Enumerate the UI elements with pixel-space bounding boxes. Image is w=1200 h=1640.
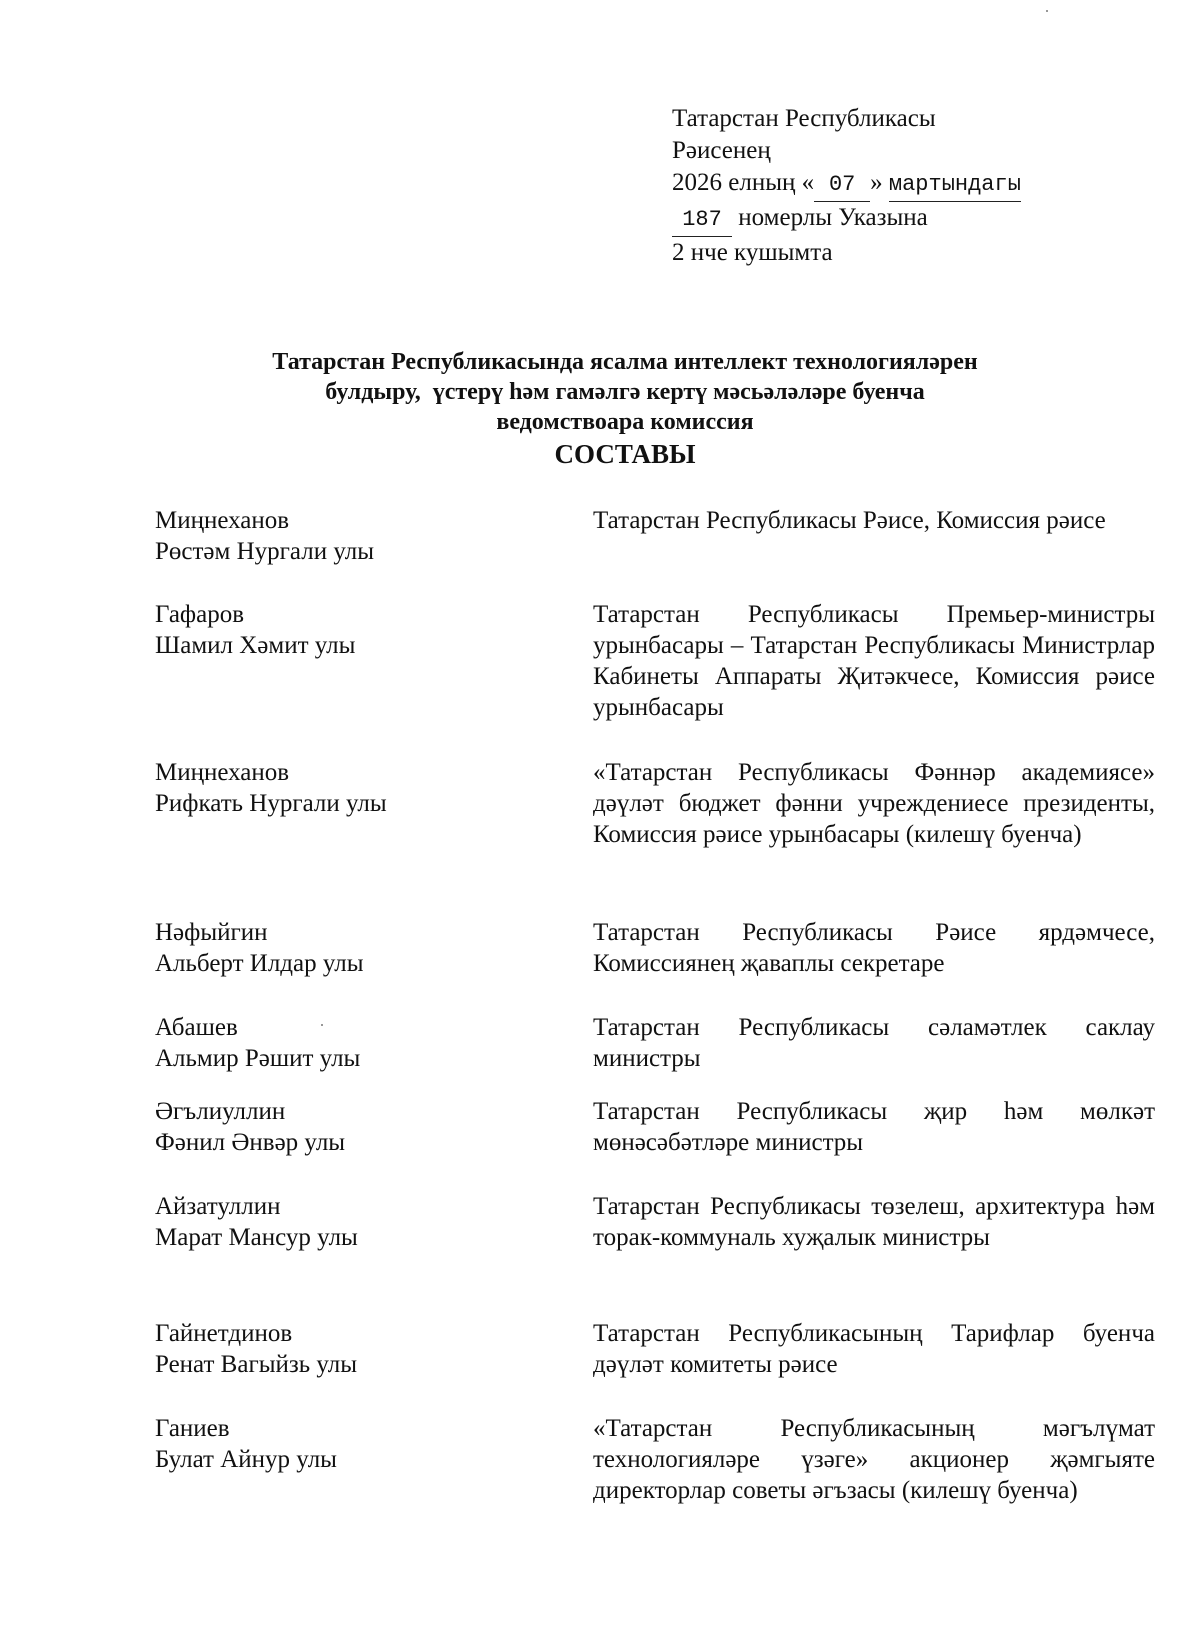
title-line-1: Татарстан Республикасында ясалма интеллект технологияләрен xyxy=(272,349,978,375)
member-given-name: Ренат Вагыйзь улы xyxy=(155,1351,358,1378)
member-surname: Гайнетдинов xyxy=(155,1320,293,1347)
member-surname: Миңнеханов xyxy=(155,507,290,534)
attachment-day-suffix: » xyxy=(870,169,883,196)
member-surname: Нәфыйгин xyxy=(155,919,268,946)
member-given-name: Шамил Хәмит улы xyxy=(155,632,356,659)
member-role: «Татарстан Республикасының мәгълүмат технологияләре үзәге» акционер җәмгыяте директорлар советы әгъзасы (килешү буенча) xyxy=(593,1415,1155,1504)
member-surname: Миңнеханов xyxy=(155,759,290,786)
member-given-name: Рөстәм Нургали улы xyxy=(155,538,374,565)
member-role: «Татарстан Республикасы Фәннәр академиясе» дәүләт бюджет фәнни учреждениесе президенты, Комиссия рәисе урынбасары (килешү буенча) xyxy=(593,759,1155,848)
member-given-name: Марат Мансур улы xyxy=(155,1224,358,1251)
attachment-line-1: Татарстан Республикасы xyxy=(672,105,936,132)
document-title xyxy=(150,347,1100,471)
attachment-month: мартындагы xyxy=(889,169,1021,202)
member-role: Татарстан Республикасы Рәисе, Комиссия рәисе xyxy=(593,507,1106,534)
member-role: Татарстан Республикасының Тарифлар буенча дәүләт комитеты рәисе xyxy=(593,1320,1155,1378)
title-line-2: булдыру, үстерү һәм гамәлгә кертү мәсьәләләре буенча xyxy=(325,379,925,405)
attachment-line-2: Рәисенең xyxy=(672,137,771,164)
attachment-number-line xyxy=(672,202,1092,237)
member-given-name: Фәнил Әнвәр улы xyxy=(155,1129,346,1156)
attachment-year-prefix: 2026 елның « xyxy=(672,169,815,196)
title-line-3: ведомствоара комиссия xyxy=(496,409,754,435)
title-caption: СОСТАВЫ xyxy=(554,439,696,469)
attachment-line-5: 2 нче кушымта xyxy=(672,239,833,266)
member-given-name: Альмир Рәшит улы xyxy=(155,1045,361,1072)
member-role: Татарстан Республикасы төзелеш, архитектура һәм торак-коммуналь хуҗалык министры xyxy=(593,1193,1155,1251)
member-name xyxy=(155,1012,555,1074)
member-name xyxy=(155,757,555,819)
member-name xyxy=(155,917,555,979)
attachment-day: 07 xyxy=(814,169,870,202)
member-role: Татарстан Республикасы Рәисе ярдәмчесе, Комиссиянең җаваплы секретаре xyxy=(593,919,1155,977)
member-name xyxy=(155,599,555,661)
member-given-name: Булат Айнур улы xyxy=(155,1446,337,1473)
member-name xyxy=(155,1096,555,1158)
member-name xyxy=(155,1413,555,1475)
member-surname: Ганиев xyxy=(155,1415,230,1442)
attachment-header xyxy=(672,103,1092,269)
member-role: Татарстан Республикасы сәламәтлек саклау министры xyxy=(593,1014,1155,1072)
member-name xyxy=(155,1318,555,1380)
member-name xyxy=(155,1191,555,1253)
scan-speck xyxy=(321,1024,323,1026)
member-given-name: Рифкать Нургали улы xyxy=(155,790,387,817)
member-given-name: Альберт Илдар улы xyxy=(155,950,364,977)
member-surname: Әгълиуллин xyxy=(155,1098,286,1125)
attachment-date-line xyxy=(672,167,1092,202)
member-surname: Айзатуллин xyxy=(155,1193,281,1220)
member-name xyxy=(155,505,555,567)
member-surname: Гафаров xyxy=(155,601,245,628)
scan-speck xyxy=(1046,10,1048,12)
attachment-number-suffix: номерлы Указына xyxy=(738,204,928,231)
member-surname: Абашев xyxy=(155,1014,238,1041)
member-role: Татарстан Республикасы Премьер-министры урынбасары – Татарстан Республикасы Министрлар Кабинеты Аппараты Җитәкчесе, Комиссия рәисе урынбасары xyxy=(593,601,1155,721)
attachment-number: 187 xyxy=(672,204,732,237)
member-role: Татарстан Республикасы җир һәм мөлкәт мөнәсәбәтләре министры xyxy=(593,1098,1155,1156)
